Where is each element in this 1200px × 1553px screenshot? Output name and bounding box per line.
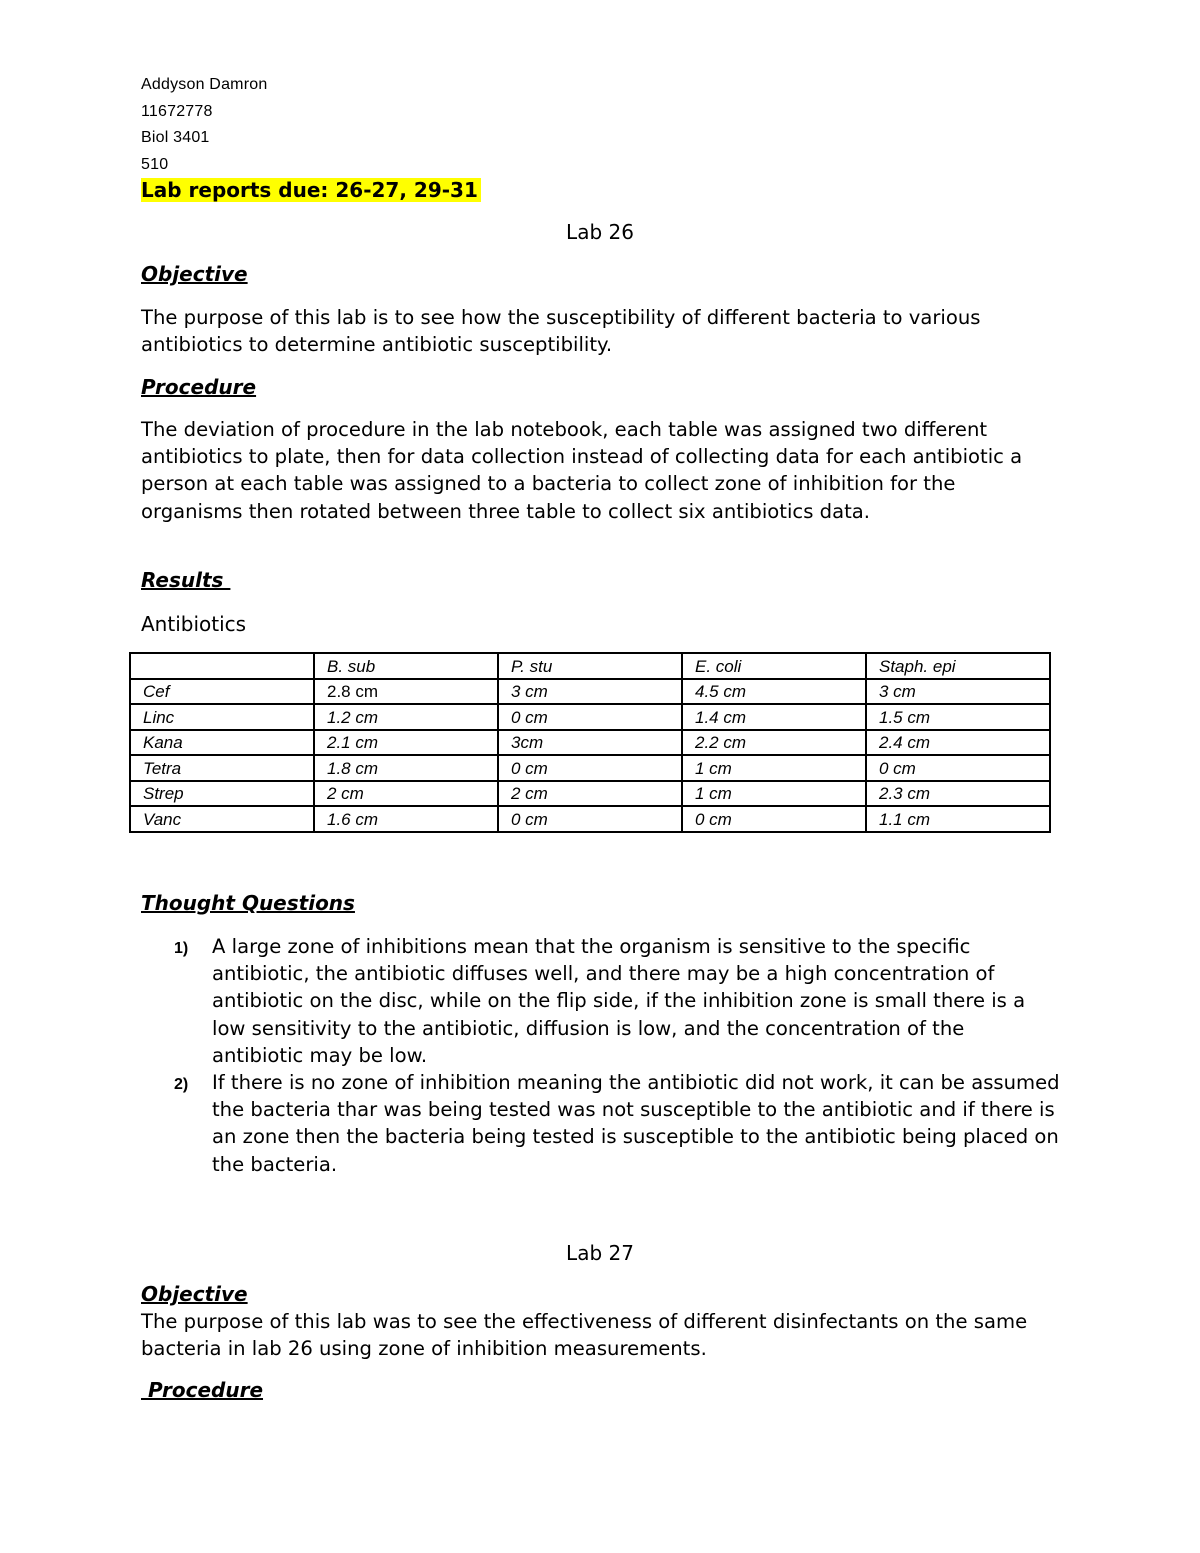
table-cell: 1 cm bbox=[682, 755, 866, 781]
table-cell: 3cm bbox=[498, 730, 682, 756]
table-row bbox=[130, 806, 1050, 832]
lab27-title: Lab 27 bbox=[566, 1241, 634, 1265]
table-cell: 2.2 cm bbox=[682, 730, 866, 756]
table-cell: 2.1 cm bbox=[314, 730, 498, 756]
table-header-row bbox=[130, 653, 1050, 679]
table-cell: Linc bbox=[130, 704, 314, 730]
due-note-highlight: Lab reports due: 26-27, 29-31 bbox=[141, 178, 481, 202]
table-cell: 1.8 cm bbox=[314, 755, 498, 781]
table-cell: 0 cm bbox=[498, 755, 682, 781]
student-name: Addyson Damron bbox=[141, 76, 268, 93]
table-cell: 0 cm bbox=[682, 806, 866, 832]
question-text: If there is no zone of inhibition meaning the antibiotic did not work, it can be assumed the bacteria thar was being tested was not susceptible to the antibiotic and if there is an zone then the bacteria being tested is susceptible to the antibiotic being placed on the bacteria. bbox=[212, 1071, 1060, 1176]
table-cell: 3 cm bbox=[498, 679, 682, 705]
table-cell: 2.4 cm bbox=[866, 730, 1050, 756]
table-header-cell: P. stu bbox=[498, 653, 682, 679]
table-cell: 1.6 cm bbox=[314, 806, 498, 832]
table-cell: 2.3 cm bbox=[866, 781, 1050, 807]
table-row bbox=[130, 755, 1050, 781]
lab26-results-heading: Results bbox=[141, 568, 231, 592]
lab26-procedure-heading: Procedure bbox=[141, 375, 257, 399]
table-cell: 4.5 cm bbox=[682, 679, 866, 705]
table-row bbox=[130, 704, 1050, 730]
table-header-cell: B. sub bbox=[314, 653, 498, 679]
table-cell: Tetra bbox=[130, 755, 314, 781]
student-id: 11672778 bbox=[141, 103, 213, 120]
table-cell: 0 cm bbox=[498, 704, 682, 730]
table-header-cell: E. coli bbox=[682, 653, 866, 679]
table-cell: 1.5 cm bbox=[866, 704, 1050, 730]
table-cell: 2 cm bbox=[498, 781, 682, 807]
table-row bbox=[130, 781, 1050, 807]
table-cell: 3 cm bbox=[866, 679, 1050, 705]
lab26-objective-heading: Objective bbox=[141, 262, 248, 286]
table-cell: 1.4 cm bbox=[682, 704, 866, 730]
table-row bbox=[130, 730, 1050, 756]
table-cell: Vanc bbox=[130, 806, 314, 832]
question-number: 2) bbox=[174, 1076, 189, 1094]
table-cell: 2.8 cm bbox=[314, 679, 498, 705]
table-cell: 1.1 cm bbox=[866, 806, 1050, 832]
list-item bbox=[141, 933, 1061, 1069]
table-row bbox=[130, 679, 1050, 705]
results-table bbox=[129, 652, 1051, 833]
section-number: 510 bbox=[141, 156, 169, 173]
lab26-procedure-text: The deviation of procedure in the lab notebook, each table was assigned two different antibiotics to plate, then for data collection instead of collecting data for each antibiotic a person at each table was assigned to a bacteria to collect zone of inhibition for the organisms then rotated between three table to collect six antibiotics data. bbox=[141, 418, 1023, 523]
table-cell: Kana bbox=[130, 730, 314, 756]
question-text: A large zone of inhibitions mean that the organism is sensitive to the specific antibiotic, the antibiotic diffuses well, and there may be a high concentration of antibiotic on the disc, while on the flip side, if the inhibition zone is small there is a low sensitivity to the antibiotic, diffusion is low, and the concentration of the antibiotic may be low. bbox=[212, 935, 1026, 1067]
lab26-questions-heading: Thought Questions bbox=[141, 891, 355, 915]
question-number: 1) bbox=[174, 940, 189, 957]
course-code: Biol 3401 bbox=[141, 129, 210, 146]
table-cell: 1.2 cm bbox=[314, 704, 498, 730]
table-cell: 1 cm bbox=[682, 781, 866, 807]
table-cell: 2 cm bbox=[314, 781, 498, 807]
table-cell: 0 cm bbox=[498, 806, 682, 832]
table-cell: Strep bbox=[130, 781, 314, 807]
lab27-objective-text: The purpose of this lab was to see the effectiveness of different disinfectants on the same bacteria in lab 26 using zone of inhibition measurements. bbox=[141, 1310, 1028, 1361]
table-label: Antibiotics bbox=[141, 612, 247, 636]
lab26-objective-text: The purpose of this lab is to see how the susceptibility of different bacteria to various antibiotics to determine antibiotic susceptibility. bbox=[141, 306, 981, 357]
table-cell: Cef bbox=[130, 679, 314, 705]
lab27-objective-heading: Objective bbox=[141, 1282, 248, 1306]
due-note bbox=[141, 177, 481, 203]
list-item bbox=[141, 1069, 1061, 1178]
table-header-cell: Staph. epi bbox=[866, 653, 1050, 679]
table-header-cell bbox=[130, 653, 314, 679]
lab26-title: Lab 26 bbox=[566, 220, 634, 244]
table-cell: 0 cm bbox=[866, 755, 1050, 781]
thought-questions-list bbox=[141, 933, 1061, 1178]
lab27-procedure-heading: Procedure bbox=[141, 1378, 264, 1402]
